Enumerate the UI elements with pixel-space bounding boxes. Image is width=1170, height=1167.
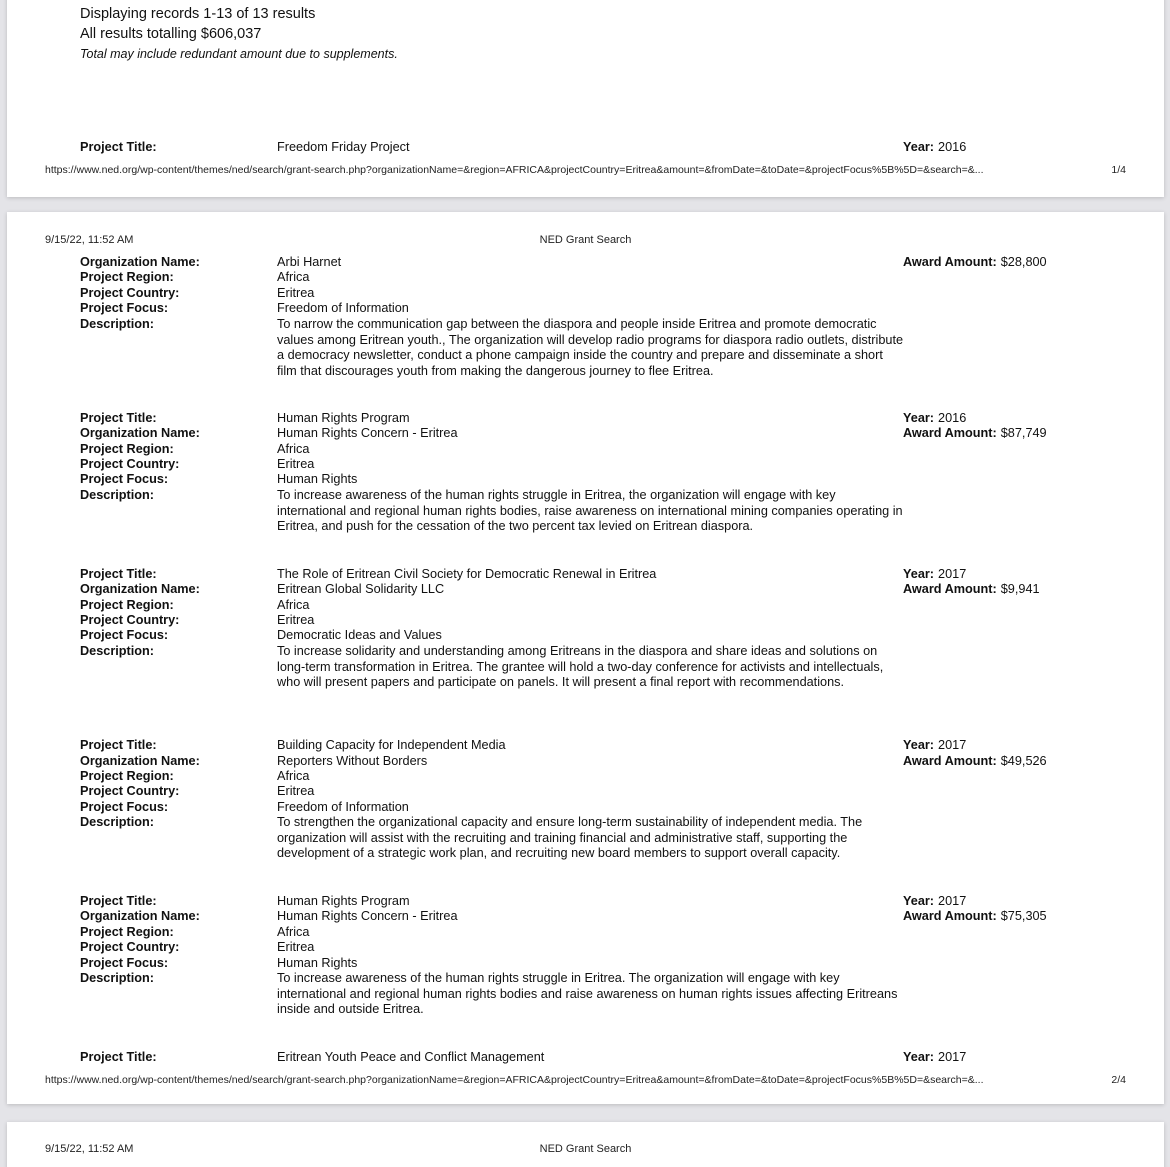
project-title: Human Rights Program <box>277 894 410 908</box>
record-org-row: Organization Name: Eritrean Global Solidarity LLC Award Amount: $9,941 <box>80 582 1040 596</box>
print-title: NED Grant Search <box>539 234 632 246</box>
record-region-row: Project Region: Africa <box>80 270 310 284</box>
record-title-row: Project Title: Human Rights Program Year: 2017 <box>80 894 967 908</box>
results-total: All results totalling $606,037 <box>80 26 262 42</box>
record-description: To increase solidarity and understanding among Eritreans in the diaspora and share ideas and solutions on long-term transformation in Eritrea. The grantee will hold a two-day conference for activists and intellectuals, who will present papers and participate on panels. It will present a final report with recommendations. <box>277 644 884 689</box>
record-org-row: Organization Name: Human Rights Concern - Eritrea Award Amount: $87,749 <box>80 426 1047 440</box>
label-project-title: Project Title: <box>80 140 157 154</box>
record-focus-row: Project Focus: Freedom of Information <box>80 301 409 315</box>
footer-url-link[interactable]: https://www.ned.org/wp-content/themes/ned/search/grant-search.php?organizationName=&region=AFRICA&projectCountry=Eritrea&amount=&fromDate=&toDate=&projectFocus%5B%5D=&search=&... <box>45 164 984 176</box>
results-note: Total may include redundant amount due to supplements. <box>80 47 398 61</box>
record-desc-label-row: Description: <box>80 644 155 658</box>
project-title: The Role of Eritrean Civil Society for Democratic Renewal in Eritrea <box>277 567 657 581</box>
record-desc-label-row: Description: <box>80 971 155 985</box>
project-title: Eritrean Youth Peace and Conflict Management <box>277 1050 545 1064</box>
label-year: Year: 2017 <box>903 894 967 908</box>
pdf-page-1 <box>7 0 1164 197</box>
label-year: Year: 2016 <box>903 140 967 154</box>
label-award-amount: Award Amount: $28,800 <box>903 255 1047 269</box>
record-title-row: Project Title: Building Capacity for Independent Media Year: 2017 <box>80 738 967 752</box>
record-org-row: Organization Name: Arbi Harnet Award Amount: $28,800 <box>80 255 1047 269</box>
print-date: 9/15/22, 11:52 AM <box>45 1143 134 1155</box>
record-focus-row: Project Focus: Democratic Ideas and Values <box>80 628 442 642</box>
organization-name: Arbi Harnet <box>277 255 342 269</box>
print-title: NED Grant Search <box>539 1143 632 1155</box>
pdf-page-3 <box>7 1122 1164 1167</box>
record-region-row: Project Region: Africa <box>80 925 310 939</box>
record-region-row: Project Region: Africa <box>80 598 310 612</box>
label-award-amount: Award Amount: $9,941 <box>903 582 1040 596</box>
record-desc-label-row: Description: <box>80 815 155 829</box>
label-award-amount: Award Amount: $87,749 <box>903 426 1047 440</box>
record-country-row: Project Country: Eritrea <box>80 784 315 798</box>
record-title-row <box>80 140 1160 156</box>
record-country-row: Project Country: Eritrea <box>80 940 315 954</box>
page-number: 1/4 <box>1111 164 1126 176</box>
record-country-row: Project Country: Eritrea <box>80 286 315 300</box>
project-title: Human Rights Program <box>277 411 410 425</box>
record-title-row: Project Title: Eritrean Youth Peace and Conflict Management Year: 2017 <box>80 1050 967 1064</box>
record-title-row: Project Title: The Role of Eritrean Civil Society for Democratic Renewal in Eritrea Year: 2017 <box>80 567 967 581</box>
record-org-row: Organization Name: Human Rights Concern - Eritrea Award Amount: $75,305 <box>80 909 1047 923</box>
footer-url-link[interactable]: https://www.ned.org/wp-content/themes/ned/search/grant-search.php?organizationName=&region=AFRICA&projectCountry=Eritrea&amount=&fromDate=&toDate=&projectFocus%5B%5D=&search=&... <box>45 1074 984 1086</box>
pdf-page-2 <box>7 212 1164 1104</box>
label-year: Year: 2016 <box>903 411 967 425</box>
record-description: To narrow the communication gap between the diaspora and people inside Eritrea and promote democratic values among Eritrean youth., The organization will develop radio programs for diaspora radio outlets, distribute a democracy newsletter, conduct a phone campaign inside the country and prepare and disseminate a short film that discourages youth from making the dangerous journey to flee Eritrea. <box>277 317 904 378</box>
label-award-amount: Award Amount: $75,305 <box>903 909 1047 923</box>
label-award-amount: Award Amount: $49,526 <box>903 754 1047 768</box>
label-year: Year: 2017 <box>903 567 967 581</box>
year-value: 2016 <box>938 140 967 154</box>
project-title: Building Capacity for Independent Media <box>277 738 506 752</box>
record-focus-row: Project Focus: Freedom of Information <box>80 800 409 814</box>
record-title-row: Project Title: Human Rights Program Year: 2016 <box>80 411 967 425</box>
award-value: $28,800 <box>1000 255 1047 269</box>
record-org-row: Organization Name: Reporters Without Borders Award Amount: $49,526 <box>80 754 1047 768</box>
print-date: 9/15/22, 11:52 AM <box>45 234 134 246</box>
project-title: Freedom Friday Project <box>277 140 410 154</box>
record-desc-label-row: Description: <box>80 317 155 331</box>
label-year: Year: 2017 <box>903 1050 967 1064</box>
record-region-row: Project Region: Africa <box>80 442 310 456</box>
record-region-row: Project Region: Africa <box>80 769 310 783</box>
results-count: Displaying records 1-13 of 13 results <box>80 6 316 22</box>
record-description: To increase awareness of the human rights struggle in Eritrea, the organization will engage with key international and regional human rights bodies, raise awareness on international mining companies operating in Eritrea, and push for the cessation of the two percent tax levied on Eritrean diaspora. <box>277 488 903 533</box>
record-focus-row: Project Focus: Human Rights <box>80 956 358 970</box>
record-description: To increase awareness of the human rights struggle in Eritrea. The organization will engage with key international and regional human rights bodies and raise awareness on human rights issues affecting Eritreans inside and outside Eritrea. <box>277 971 898 1016</box>
record-desc-label-row: Description: <box>80 488 155 502</box>
page-number: 2/4 <box>1111 1074 1126 1086</box>
label-year: Year: 2017 <box>903 738 967 752</box>
record-country-row: Project Country: Eritrea <box>80 457 315 471</box>
record-focus-row: Project Focus: Human Rights <box>80 472 358 486</box>
record-country-row: Project Country: Eritrea <box>80 613 315 627</box>
record-description: To strengthen the organizational capacity and ensure long-term sustainability of independent media. The organization will assist with the recruiting and training financial and administrative staff, supporting the development of a strategic work plan, and recruiting new board members to support overall capacity. <box>277 815 863 860</box>
